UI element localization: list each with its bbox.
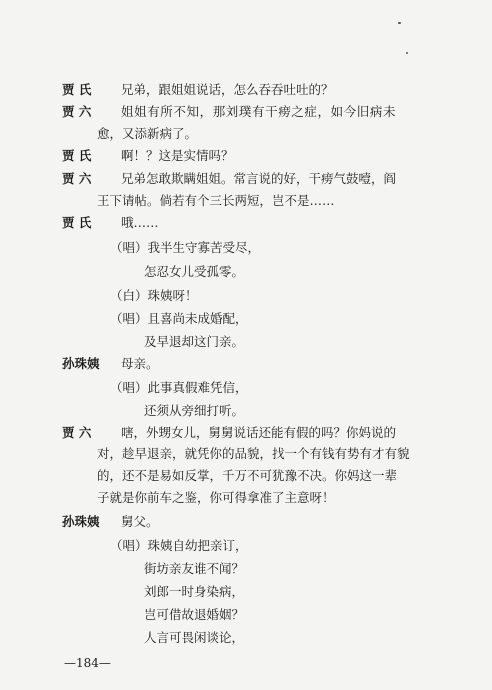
speaker-label: 贾 六 <box>62 104 92 119</box>
verse-line: 怎忍女儿受孤零。 <box>144 264 245 279</box>
verse-line: （唱）且喜尚未成婚配， <box>110 311 248 326</box>
dialogue-line: 舅父。 <box>121 514 159 529</box>
dialogue-line: 兄弟怎敢欺瞒姐姐。常言说的好，干痨气鼓噎，阎 <box>121 171 397 186</box>
speaker-label: 贾 氏 <box>62 82 92 97</box>
dialogue-line: 哦…… <box>121 215 159 230</box>
dialogue-line: 的，还不是易如反掌，千万不可犹豫不决。你妈这一辈 <box>97 468 398 483</box>
speaker-label: 贾 氏 <box>62 148 92 163</box>
scan-speck <box>406 52 408 54</box>
speaker-label: 贾 氏 <box>62 215 92 230</box>
verse-line: 岂可借故退婚姻？ <box>144 607 245 622</box>
page-number: —184— <box>64 656 111 670</box>
dialogue-line: 对，趁早退亲，就凭你的品貌，找一个有钱有势有才有貌 <box>97 446 410 461</box>
speaker-label: 孙珠姨 <box>62 514 100 529</box>
verse-line: （唱）珠姨自幼把亲订， <box>110 538 248 553</box>
verse-line: （唱）此事真假难凭信， <box>110 380 248 395</box>
dialogue-line: 王下请帖。倘若有个三长两短，岂不是…… <box>97 193 335 208</box>
speaker-label: 孙珠姨 <box>62 356 100 371</box>
verse-line: 街坊亲友谁不闻？ <box>144 561 245 576</box>
dialogue-line: 兄弟，跟姐姐说话，怎么吞吞吐吐的？ <box>121 82 334 97</box>
dialogue-line: 子就是你前车之鉴，你可得拿准了主意呀！ <box>97 490 335 505</box>
speaker-label: 贾 六 <box>62 425 92 440</box>
verse-line: 人言可畏闲谈论， <box>144 630 245 645</box>
verse-line: 还须从旁细打听。 <box>144 403 245 418</box>
dialogue-line: 母亲。 <box>121 356 159 371</box>
dialogue-line: 愈，又添新病了。 <box>97 126 198 141</box>
verse-line: 刘郎一时身染病， <box>144 584 245 599</box>
dialogue-line: 啊！？这是实情吗？ <box>121 148 234 163</box>
scan-speck <box>398 22 401 24</box>
dialogue-line: 嗐，外甥女儿，舅舅说话还能有假的吗？你妈说的 <box>121 425 397 440</box>
verse-line: 及早退却这门亲。 <box>144 334 245 349</box>
speaker-label: 贾 六 <box>62 171 92 186</box>
verse-line: （白）珠姨呀！ <box>110 288 198 303</box>
verse-line: （唱）我半生守寡苦受尽， <box>110 240 261 255</box>
dialogue-line: 姐姐有所不知，那刘璞有干痨之症，如今旧病未 <box>121 104 397 119</box>
